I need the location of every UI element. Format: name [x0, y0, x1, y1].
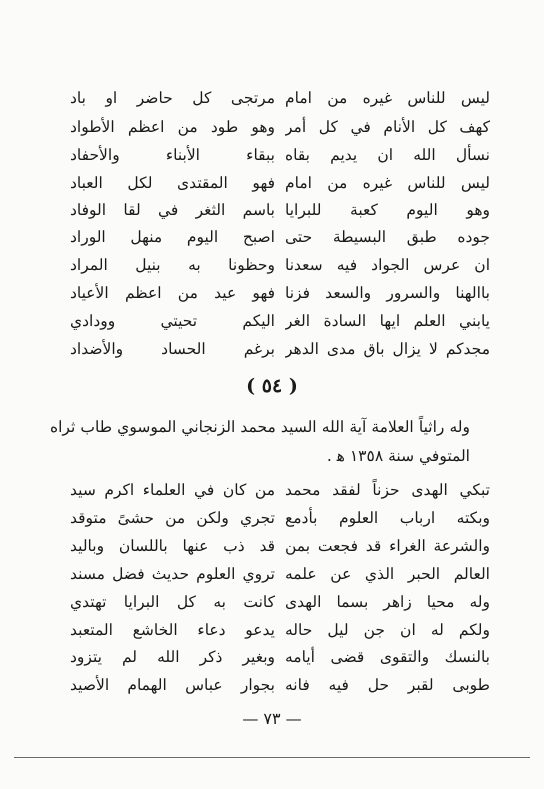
poem1-verse-second-hemistich: باسم الثغر في لقا الوفاد — [70, 201, 275, 219]
poem1-verse-second-hemistich: فهو عيد من اعظم الأعياد — [70, 284, 275, 302]
poem2-verse — [70, 672, 490, 700]
poem1-verse — [70, 170, 490, 198]
poem1-verse-first-hemistich: جوده طبق البسيطة حتى — [285, 228, 490, 246]
poem2-verse-first-hemistich: وله محيا زاهر بسما الهدى — [285, 593, 490, 611]
poem2-verse — [70, 644, 490, 672]
poem2-verse-second-hemistich: بجوار عباس الهمام الأصيد — [70, 676, 275, 694]
poem2-verse-second-hemistich: يدعو دعاء الخاشع المتعبد — [70, 621, 275, 639]
intro-line: المتوفي سنة ١٣٥٨ ﻫ . — [326, 447, 470, 465]
poem2-verse-second-hemistich: قد ذب عنها باللسان وباليد — [70, 537, 275, 555]
poem1-verse-first-hemistich: باالهنا والسرور والسعد فزنا — [285, 284, 490, 302]
poem1-verse — [70, 252, 490, 280]
poem1-verse-second-hemistich: اصبح اليوم منهل الوراد — [70, 228, 275, 246]
poem1-verse-first-hemistich: ليس للناس غيره من امام — [285, 174, 490, 192]
poem1-verse-second-hemistich: اليكم تحيتي وودادي — [70, 312, 275, 330]
poem1-verse-first-hemistich: كهف كل الأنام في كل أمر — [285, 118, 490, 136]
poem2-verse — [70, 477, 490, 505]
intro-line: وله راثياً العلامة آية الله السيد محمد الزنجاني الموسوي طاب ثراه — [50, 418, 470, 436]
poem2-verse-first-hemistich: طوبى لقبر حل فيه فانه — [285, 676, 490, 694]
poem1-verse — [70, 114, 490, 142]
poem1-verse-second-hemistich: ببقاء الأبناء والأحفاد — [70, 146, 275, 164]
poem1-verse-first-hemistich: يابني العلم ايها السادة الغر — [285, 312, 490, 330]
poem2-verse-second-hemistich: وبغير ذكر الله لم يتزود — [70, 648, 275, 666]
poem2-verse-first-hemistich: وبكته ارباب العلوم بأدمع — [285, 509, 490, 527]
page-number: — ٧٣ — — [242, 709, 302, 728]
poem1-verse-second-hemistich: وحظونا به بنيل المراد — [70, 256, 275, 274]
poem1-verse — [70, 280, 490, 308]
poem1-verse-first-hemistich: نسأل الله ان يديم بقاه — [285, 146, 490, 164]
poem2-verse — [70, 617, 490, 645]
poem1-verse-second-hemistich: وهو طود من اعظم الأطواد — [70, 118, 275, 136]
poem2-verse-first-hemistich: والشرعة الغراء قد فجعت بمن — [285, 537, 490, 555]
poem2-verse-second-hemistich: تجري ولكن من حشىً متوقد — [70, 509, 275, 527]
bottom-rule — [14, 757, 530, 758]
poem2-verse — [70, 589, 490, 617]
poem1-verse-second-hemistich: مرتجى كل حاضر او باد — [70, 89, 275, 107]
poem2-verse-second-hemistich: من كان في العلماء اكرم سيد — [70, 481, 275, 499]
poem2-verse-second-hemistich: تروي العلوم حديث فضل مسند — [70, 565, 275, 583]
poem1-verse — [70, 336, 490, 364]
poem1-verse-second-hemistich: فهو المقتدى لكل العباد — [70, 174, 275, 192]
poem1-verse-first-hemistich: ان عرس الجواد فيه سعدنا — [285, 256, 490, 274]
poem2-verse — [70, 505, 490, 533]
poem1-verse — [70, 142, 490, 170]
section-number-heading: ( ٥٤ ) — [246, 375, 298, 397]
poem1-verse-first-hemistich: مجدكم لا يزال باق مدى الدهر — [285, 340, 490, 358]
poem1-verse-first-hemistich: وهو اليوم كعبة للبرايا — [285, 201, 490, 219]
poem1-verse-first-hemistich: ليس للناس غيره من امام — [285, 89, 490, 107]
poem1-verse — [70, 197, 490, 225]
poem1-verse — [70, 224, 490, 252]
poem2-verse — [70, 561, 490, 589]
poem1-verse-second-hemistich: برغم الحساد والأضداد — [70, 340, 275, 358]
poem1-verse — [70, 85, 490, 113]
poem2-verse-first-hemistich: بالنسك والتقوى قضى أيامه — [285, 648, 490, 666]
poem1-verse — [70, 308, 490, 336]
poem2-verse-first-hemistich: تبكي الهدى حزناً لفقد محمد — [285, 481, 490, 499]
poem2-verse — [70, 533, 490, 561]
poem2-verse-second-hemistich: كانت به كل البرايا تهتدي — [70, 593, 275, 611]
poem2-verse-first-hemistich: ولكم له ان جن ليل حاله — [285, 621, 490, 639]
poem2-verse-first-hemistich: العالم الحبر الذي عن علمه — [285, 565, 490, 583]
